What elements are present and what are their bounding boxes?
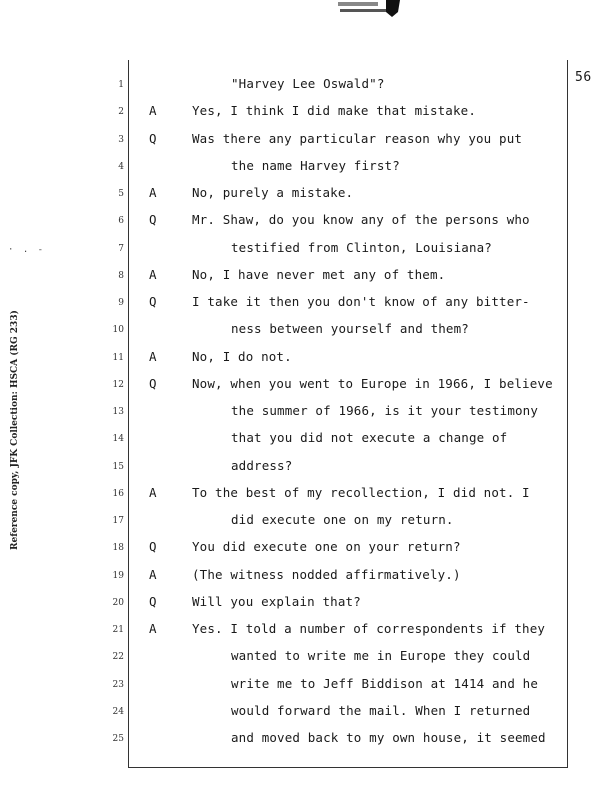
line-number: 11 xyxy=(112,352,124,363)
line-number: 17 xyxy=(112,516,124,526)
transcript-line xyxy=(0,702,612,722)
line-text: write me to Jeff Biddison at 1414 and he xyxy=(231,675,539,691)
transcript-line xyxy=(0,620,612,640)
line-number: 10 xyxy=(112,325,124,336)
line-number: 8 xyxy=(118,270,124,281)
line-number: 5 xyxy=(118,189,124,199)
line-number: 4 xyxy=(118,161,124,172)
line-number: 6 xyxy=(118,216,124,227)
transcript-line xyxy=(0,293,612,313)
speaker-label: Q xyxy=(149,294,157,309)
line-text: and moved back to my own house, it seemed xyxy=(231,730,546,745)
line-text: Yes, I think I did make that mistake. xyxy=(192,103,476,119)
line-text: the name Harvey first? xyxy=(231,157,400,173)
line-number: 13 xyxy=(112,407,124,417)
line-text: would forward the mail. When I returned xyxy=(231,702,531,718)
line-text: wanted to write me in Europe they could xyxy=(231,648,531,664)
line-number: 16 xyxy=(112,488,124,499)
line-number: 20 xyxy=(112,597,124,608)
line-text: ness between yourself and them? xyxy=(231,321,469,337)
line-text: did execute one on my return. xyxy=(231,512,454,527)
speaker-label: A xyxy=(149,103,157,119)
line-number: 9 xyxy=(118,298,124,308)
speaker-label: A xyxy=(149,484,157,500)
transcript-line xyxy=(0,75,612,95)
line-text: Yes. I told a number of correspondents if they xyxy=(192,621,546,636)
speaker-label: Q xyxy=(149,212,157,228)
line-number: 22 xyxy=(112,652,124,663)
scan-smudge xyxy=(300,0,410,18)
line-number: 3 xyxy=(118,134,124,145)
transcript-line xyxy=(0,102,612,122)
line-text: that you did not execute a change of xyxy=(231,430,508,446)
line-text: testified from Clinton, Louisiana? xyxy=(231,239,492,255)
transcript-line xyxy=(0,457,612,477)
line-number: 7 xyxy=(118,243,124,254)
speaker-label: Q xyxy=(149,375,157,391)
transcript-line xyxy=(0,675,612,695)
speaker-label: A xyxy=(149,185,157,200)
line-text: You did execute one on your return? xyxy=(192,539,461,555)
line-text: Now, when you went to Europe in 1966, I believe xyxy=(192,375,553,391)
line-text: (The witness nodded affirmatively.) xyxy=(192,566,461,582)
speaker-label: A xyxy=(149,621,157,636)
transcript-line xyxy=(0,130,612,150)
transcript-line xyxy=(0,538,612,558)
transcript-line xyxy=(0,429,612,449)
transcript-line xyxy=(0,157,612,177)
transcript-line xyxy=(0,320,612,340)
line-number: 23 xyxy=(112,679,124,690)
transcript-line xyxy=(0,348,612,368)
transcript-line xyxy=(0,511,612,531)
line-number: 14 xyxy=(112,434,124,445)
transcript-line xyxy=(0,593,612,613)
line-number: 19 xyxy=(112,570,124,581)
speaker-label: A xyxy=(149,266,157,282)
line-text: No, I do not. xyxy=(192,348,292,364)
transcript-line xyxy=(0,266,612,286)
line-number: 21 xyxy=(112,625,124,635)
line-number: 24 xyxy=(112,706,124,717)
line-text: Will you explain that? xyxy=(192,593,361,609)
transcript-line xyxy=(0,239,612,259)
reference-stamp: Reference copy, JFK Collection: HSCA (RG 233) xyxy=(10,310,20,550)
line-text: I take it then you don't know of any bitter- xyxy=(192,294,530,309)
transcript-line xyxy=(0,211,612,231)
transcript-line xyxy=(0,375,612,395)
line-text: the summer of 1966, is it your testimony xyxy=(231,403,539,418)
scan-marks: · . - xyxy=(8,245,46,255)
line-text: To the best of my recollection, I did not. I xyxy=(192,484,530,500)
line-number: 1 xyxy=(118,80,124,90)
speaker-label: A xyxy=(149,566,157,582)
transcript-line xyxy=(0,184,612,204)
line-text: address? xyxy=(231,457,293,473)
transcript-line xyxy=(0,647,612,667)
line-text: No, purely a mistake. xyxy=(192,185,354,200)
speaker-label: Q xyxy=(149,130,157,146)
line-number: 15 xyxy=(112,461,124,472)
transcript-line xyxy=(0,402,612,422)
line-text: "Harvey Lee Oswald"? xyxy=(231,76,385,91)
line-text: Was there any particular reason why you put xyxy=(192,130,523,146)
line-text: No, I have never met any of them. xyxy=(192,266,446,282)
line-text: Mr. Shaw, do you know any of the persons who xyxy=(192,212,530,228)
speaker-label: Q xyxy=(149,539,157,555)
page-number: 56 xyxy=(575,70,592,85)
speaker-label: Q xyxy=(149,593,157,609)
speaker-label: A xyxy=(149,348,157,364)
line-number: 25 xyxy=(112,734,124,744)
line-number: 18 xyxy=(112,543,124,554)
transcript-line xyxy=(0,729,612,749)
line-number: 2 xyxy=(118,107,124,118)
line-number: 12 xyxy=(112,379,124,390)
transcript-line xyxy=(0,484,612,504)
transcript-line xyxy=(0,566,612,586)
